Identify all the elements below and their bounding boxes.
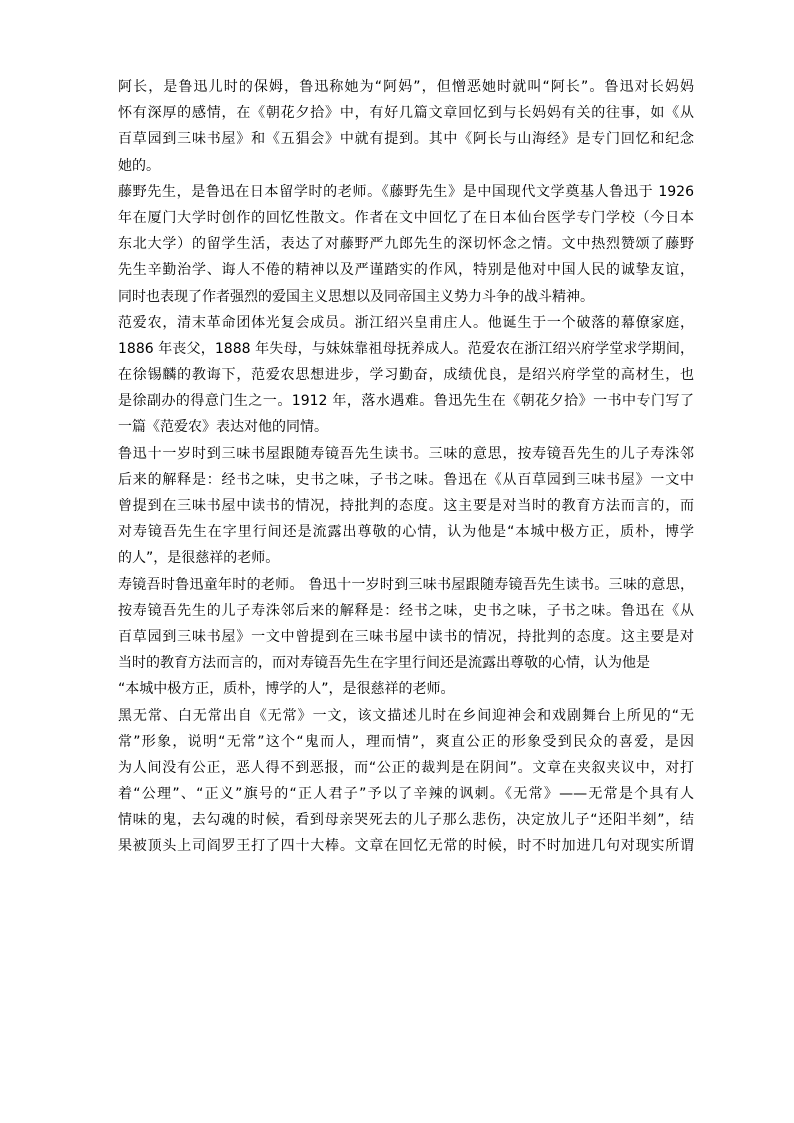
text-line: 年在厦门大学时创作的回忆性散文。作者在文中回忆了在日本仙台医学专门学校（今日本 <box>118 209 694 226</box>
paragraph-sanwei-shuwu <box>118 441 694 572</box>
paragraph-fan-ainong <box>118 310 694 441</box>
text-line: 范爱农，清末革命团体光复会成员。浙江绍兴皇甫庄人。他诞生于一个破落的幕僚家庭， <box>118 314 694 331</box>
text-line: 百草园到三味书屋》和《五猖会》中就有提到。其中《阿长与山海经》是专门回忆和纪念 <box>118 131 694 148</box>
text-line: 的人”，是很慈祥的老师。 <box>118 550 280 567</box>
text-line: 曾提到在三味书屋中读书的情况，持批判的态度。这主要是对当时的教育方法而言的，而 <box>118 498 694 514</box>
paragraph-a-chang <box>118 74 694 179</box>
text-line: 寿镜吾时鲁迅童年时的老师。 鲁迅十一岁时到三味书屋跟随寿镜吾先生读书。三味的意思， <box>118 576 694 593</box>
text-line: 着“公理”、“正义”旗号的“正人君子”予以了辛辣的讽刺。《无常》——无常是个具有人 <box>118 786 694 803</box>
paragraph-shou-jingwu <box>118 572 694 703</box>
text-line: 在徐锡麟的教诲下，范爱农思想进步，学习勤奋，成绩优良，是绍兴府学堂的高材生，也 <box>118 367 694 384</box>
text-line: 阿长，是鲁迅儿时的保姆，鲁迅称她为“阿妈”，但憎恶她时就叫“阿长”。鲁迅对长妈妈 <box>118 79 694 95</box>
text-line: 为人间没有公正，恶人得不到恶报，而“公正的裁判是在阴间”。文章在夹叙夹议中，对打 <box>118 759 694 776</box>
text-line: 先生辛勤治学、诲人不倦的精神以及严谨踏实的作风，特别是他对中国人民的诚挚友谊， <box>118 262 694 279</box>
text-line: 情味的鬼，去勾魂的时候，看到母亲哭死去的儿子那么悲伤，决定放儿子“还阳半刻”，结 <box>118 812 694 829</box>
paragraph-fujino <box>118 179 694 310</box>
text-line: 一篇《范爱农》表达对他的同情。 <box>118 419 328 436</box>
text-line: 怀有深厚的感情，在《朝花夕拾》中，有好几篇文章回忆到与长妈妈有关的往事，如《从 <box>118 105 694 122</box>
text-line: 东北大学）的留学生活，表达了对藤野严九郎先生的深切怀念之情。文中热烈赞颂了藤野 <box>118 236 694 253</box>
text-line: 是徐副办的得意门生之一。1912 年，落水遇难。鲁迅先生在《朝花夕拾》一书中专门写了 <box>118 393 694 410</box>
text-line: 常”形象，说明“无常”这个“鬼而人，理而情”，爽直公正的形象受到民众的喜爱，是因 <box>118 733 694 750</box>
text-line: 她的。 <box>118 157 160 174</box>
text-line: 1886 年丧父，1888 年失母，与妹妹靠祖母抚养成人。范爱农在浙江绍兴府学堂求学期间， <box>118 340 694 357</box>
text-line: 按寿镜吾先生的儿子寿洙邻后来的解释是：经书之味，史书之味，子书之味。鲁迅在《从 <box>118 602 694 619</box>
text-line: 果被顶头上司阎罗王打了四十大棒。文章在回忆无常的时候，时不时加进几句对现实所谓 <box>118 838 694 855</box>
text-line: 同时也表现了作者强烈的爱国主义思想以及同帝国主义势力斗争的战斗精神。 <box>118 288 594 305</box>
text-line: 鲁迅十一岁时到三味书屋跟随寿镜吾先生读书。三味的意思，按寿镜吾先生的儿子寿洙邻 <box>118 445 694 462</box>
text-line: “本城中极方正，质朴，博学的人”，是很慈祥的老师。 <box>118 681 455 698</box>
text-line: 后来的解释是：经书之味，史书之味，子书之味。鲁迅在《从百草园到三味书屋》一文中 <box>118 471 694 488</box>
text-line: 对寿镜吾先生在字里行间还是流露出尊敬的心情，认为他是“本城中极方正，质朴，博学 <box>118 524 694 541</box>
document-page <box>118 74 694 860</box>
text-line: 百草园到三味书屋》一文中曾提到在三味书屋中读书的情况，持批判的态度。这主要是对 <box>118 628 694 645</box>
text-line: 黑无常、白无常出自《无常》一文，该文描述儿时在乡间迎神会和戏剧舞台上所见的“无 <box>118 707 694 724</box>
paragraph-wuchang <box>118 703 694 860</box>
text-line: 当时的教育方法而言的，而对寿镜吾先生在字里行间还是流露出尊敬的心情，认为他是 <box>118 655 650 672</box>
text-line: 藤野先生，是鲁迅在日本留学时的老师。《藤野先生》是中国现代文学奠基人鲁迅于 1926 <box>118 183 694 200</box>
